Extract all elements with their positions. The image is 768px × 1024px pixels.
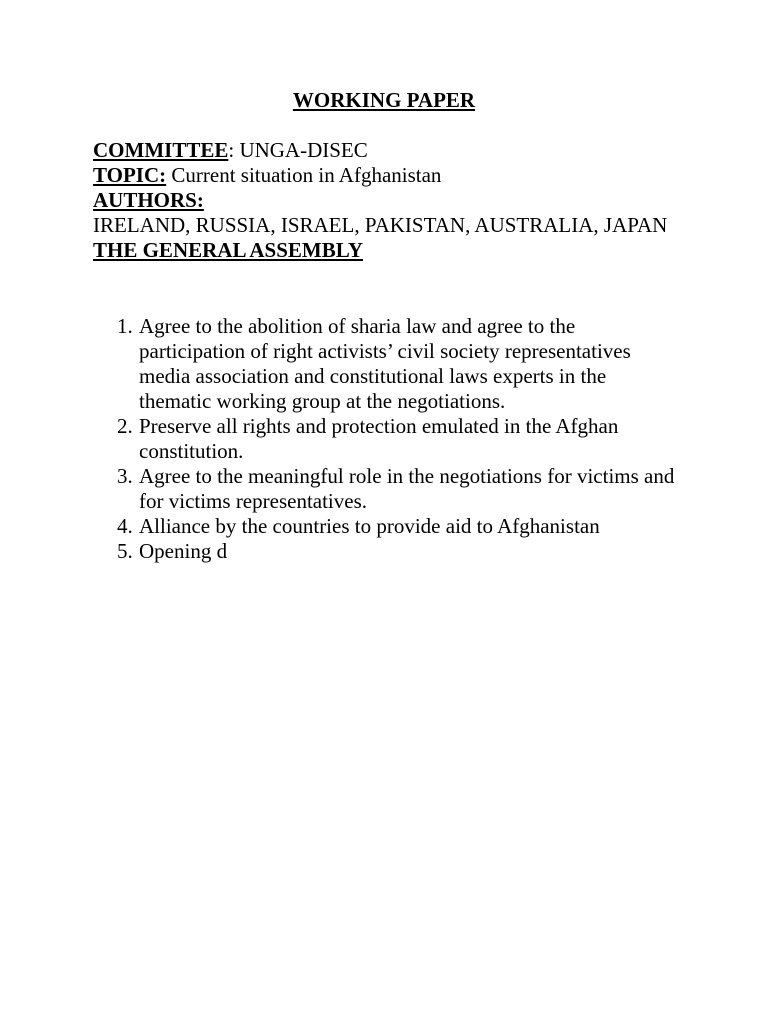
authors-list: IRELAND, RUSSIA, ISRAEL, PAKISTAN, AUSTRALIA, JAPAN — [93, 213, 668, 237]
list-item — [93, 314, 683, 414]
list-item-number: 1. — [117, 314, 133, 338]
general-assembly-heading: THE GENERAL ASSEMBLY — [93, 238, 363, 262]
authors-line — [93, 188, 683, 213]
clauses-list — [93, 314, 683, 564]
authors-label: AUTHORS: — [93, 188, 204, 212]
committee-value: UNGA-DISEC — [234, 138, 368, 162]
list-item — [93, 539, 683, 564]
document-title: WORKING PAPER — [292, 88, 476, 112]
list-item — [93, 414, 683, 464]
topic-value: Current situation in Afghanistan — [166, 163, 442, 187]
document-meta — [93, 138, 683, 263]
list-item-number: 2. — [117, 414, 133, 438]
list-item — [93, 514, 683, 539]
committee-line — [93, 138, 683, 163]
general-assembly-line — [93, 238, 683, 263]
list-item — [93, 464, 683, 514]
topic-line — [93, 163, 683, 188]
list-item-text: Alliance by the countries to provide aid to Afghanistan — [139, 514, 600, 538]
list-item-number: 5. — [117, 539, 133, 563]
list-item-text: Agree to the abolition of sharia law and agree to the participation of right activists’ civil society representatives media association and constitutional laws experts in the thematic working group at the negotiations. — [139, 314, 631, 413]
list-item-number: 4. — [117, 514, 133, 538]
list-item-text: Agree to the meaningful role in the negotiations for victims and for victims representatives. — [139, 464, 675, 513]
list-item-text: Opening d — [139, 539, 228, 563]
topic-label: TOPIC: — [93, 163, 167, 187]
list-item-text: Preserve all rights and protection emulated in the Afghan constitution. — [139, 414, 619, 463]
list-item-number: 3. — [117, 464, 133, 488]
committee-label: COMMITTEE — [93, 138, 229, 162]
committee-separator: : — [228, 138, 235, 162]
